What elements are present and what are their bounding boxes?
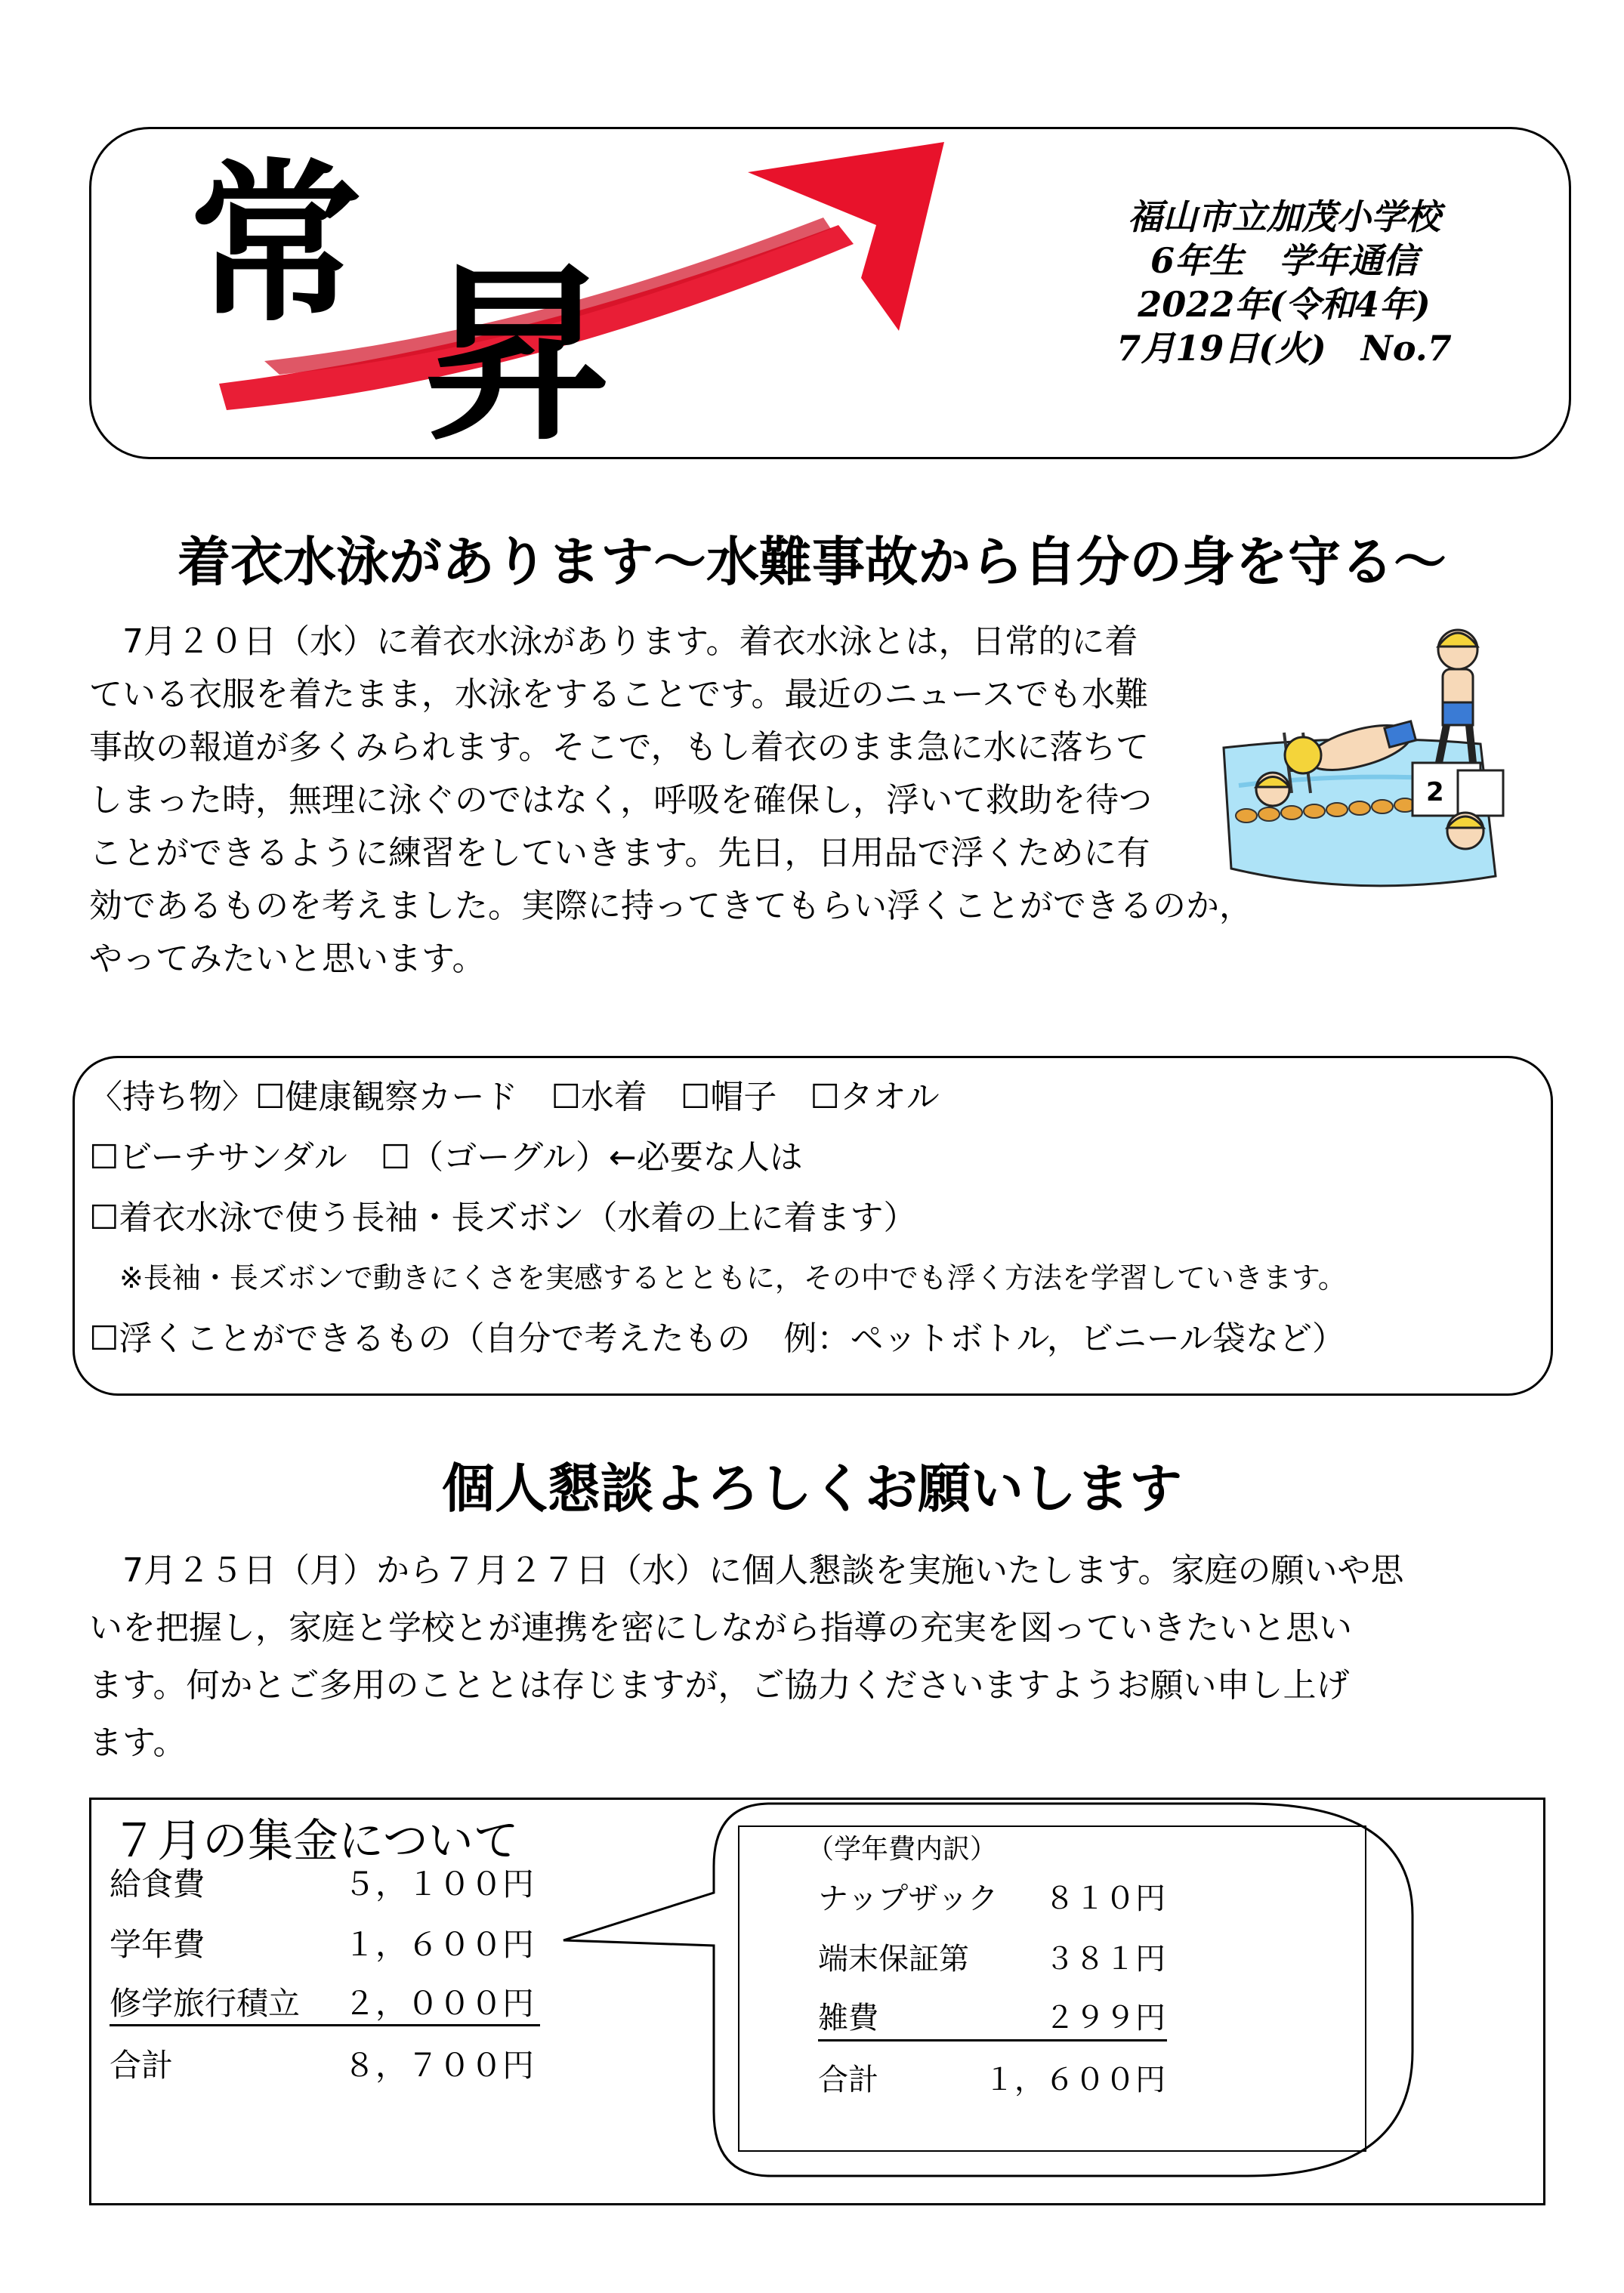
section1-heading: 着衣水泳があります～水難事故から自分の身を守る～ <box>178 531 1446 593</box>
fee-label: 合計 <box>110 2047 174 2084</box>
section2-line: いを把握し，家庭と学校とが連携を密にしながら指導の充実を図っていきたいと思い <box>89 1609 1352 1647</box>
breakdown-label: 雑費 <box>818 2001 878 2035</box>
swimming-illustration <box>1209 619 1511 891</box>
fee-row <box>110 2047 548 2085</box>
issue-year: 2022年(令和4年) <box>1138 284 1431 325</box>
fee-amount: ８，７００円 <box>344 2047 535 2084</box>
breakdown-label: 端末保証第 <box>818 1942 969 1977</box>
grade-newsletter: 6年生 学年通信 <box>1150 240 1418 281</box>
issue-date: 7月19日(火) No.7 <box>1116 328 1452 369</box>
school-name: 福山市立加茂小学校 <box>1128 196 1440 237</box>
fee-row <box>110 1985 540 2026</box>
section2-line: 7月２５日（月）から７月２７日（水）に個人懇談を実施いたします。家庭の願いや思 <box>89 1551 1404 1590</box>
fee-amount: ５，１００円 <box>344 1866 535 1903</box>
fee-row <box>110 1926 548 1964</box>
section1-line: やってみたいと思います。 <box>89 940 486 978</box>
fee-amount: ２，０００円 <box>344 1985 535 2022</box>
breakdown-row <box>818 2062 1211 2098</box>
masthead-char-2: 昇 <box>423 244 612 452</box>
fee-amount: １，６００円 <box>344 1926 535 1963</box>
breakdown-amount: １，６００円 <box>984 2063 1166 2097</box>
lane-number: 2 <box>1426 777 1444 807</box>
breakdown-amount: ３８１円 <box>1045 1942 1166 1977</box>
section2-heading: 個人懇談よろしくお願いします <box>442 1458 1182 1520</box>
section1-line: ことができるように練習をしていきます。先日，日用品で浮くために有 <box>89 834 1150 872</box>
breakdown-row <box>818 1941 1211 1977</box>
items-note: ※長袖・長ズボンで動きにくさを実感するとともに，その中でも浮く方法を学習していきます。 <box>119 1261 1347 1295</box>
section1-line: 事故の報道が多くみられます。そこで，もし着衣のまま急に水に落ちて <box>89 728 1150 767</box>
breakdown-row <box>818 2000 1167 2041</box>
section1-body <box>89 616 1298 986</box>
breakdown-label: 合計 <box>818 2063 878 2097</box>
section1-line: しまった時，無理に泳ぐのではなく，呼吸を確保し，浮いて救助を待つ <box>89 781 1153 819</box>
fee-label: 学年費 <box>110 1926 205 1963</box>
fee-label: 給食費 <box>110 1866 205 1903</box>
breakdown-amount: ８１０円 <box>1045 1881 1166 1916</box>
section2-line: ます。 <box>89 1724 187 1762</box>
breakdown-label: ナップザック <box>818 1881 999 1916</box>
section1-line: 効であるものを考えました。実際に持ってきてもらい浮くことができるのか， <box>89 887 1252 925</box>
section2-line: ます。何かとご多用のこととは存じますが，ご協力くださいますようお願い申し上げ <box>89 1666 1350 1705</box>
masthead-char-1: 常 <box>189 142 363 346</box>
section1-line: ている衣服を着たまま，水泳をすることです。最近のニュースでも水難 <box>89 675 1149 714</box>
items-line-4: ☐浮くことができるもの（自分で考えたもの 例：ペットボトル，ビニール袋など） <box>89 1319 1346 1358</box>
fee-label: 修学旅行積立 <box>110 1985 301 2022</box>
section2-body <box>89 1542 1555 1772</box>
breakdown-row <box>818 1881 1211 1917</box>
fee-title: ７月の集金について <box>112 1815 519 1868</box>
items-line-1: 〈持ち物〉☐健康観察カード ☐水着 ☐帽子 ☐タオル <box>89 1078 940 1116</box>
school-info <box>1057 195 1511 370</box>
items-line-2: ☐ビーチサンダル ☐（ゴーグル）←必要な人は <box>89 1138 803 1177</box>
items-line-3: ☐着衣水泳で使う長袖・長ズボン（水着の上に着ます） <box>89 1199 917 1237</box>
breakdown-title: （学年費内訳） <box>807 1834 998 1865</box>
masthead-logo <box>174 134 967 452</box>
section1-line: 7月２０日（水）に着衣水泳があります。着衣水泳とは，日常的に着 <box>89 622 1138 661</box>
fee-row <box>110 1866 548 1903</box>
breakdown-amount: ２９９円 <box>1045 2001 1166 2035</box>
